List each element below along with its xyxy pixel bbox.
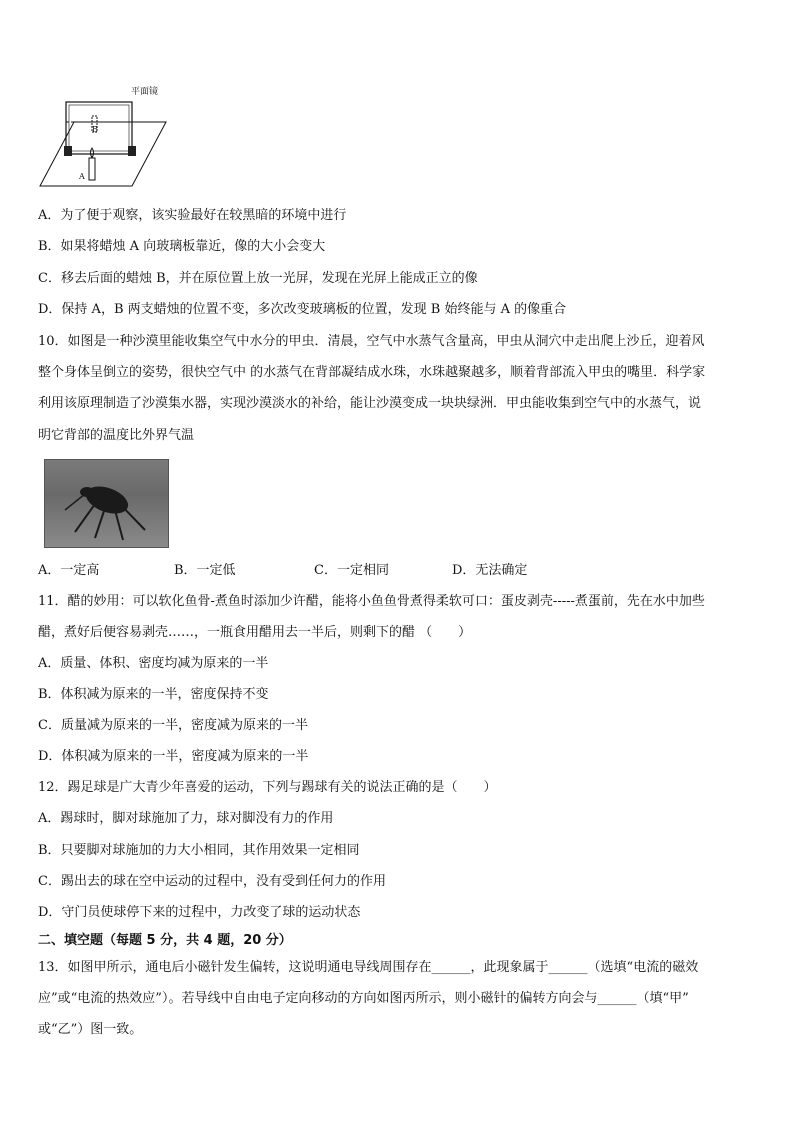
q10-stem-2: 整个身体呈倒立的姿势，很快空气中 的水蒸气在背部凝结成水珠，水珠越聚越多，顺着背部流入甲虫的嘴里．科学家	[38, 365, 706, 380]
beetle-silhouette	[45, 460, 168, 547]
label-b: B	[92, 125, 98, 134]
mirror-label: 平面镜	[131, 87, 159, 97]
q11-stem-2: 醋，煮好后便容易剥壳……，一瓶食用醋用去一半后，则剩下的醋 （ ）	[38, 625, 472, 640]
q12-option-c: C．踢出去的球在空中运动的过程中，没有受到任何力的作用	[38, 874, 386, 889]
q9-option-d: D．保持 A，B 两支蜡烛的位置不变，多次改变玻璃板的位置，发现 B 始终能与 A 的像重合	[38, 302, 567, 317]
q12-option-d: D．守门员使球停下来的过程中，力改变了球的运动状态	[38, 905, 361, 920]
q10-stem-4: 明它背部的温度比外界气温	[38, 428, 195, 443]
plane-mirror-figure	[36, 80, 176, 190]
q12-option-b: B．只要脚对球施加的力大小相同，其作用效果一定相同	[38, 843, 360, 858]
q13-stem-1: 13．如图甲所示，通电后小磁针发生偏转，这说明通电导线周围存在______，此现象属于______（选填“电流的磁效	[38, 960, 699, 975]
section-heading: 二、填空题（每题 5 分，共 4 题，20 分）	[38, 933, 292, 948]
q10-stem-3: 利用该原理制造了沙漠集水器，实现沙漠淡水的补给，能让沙漠变成一块块绿洲．甲虫能收集到空气中的水蒸气，说	[38, 396, 702, 411]
q9-option-c: C．移去后面的蜡烛 B，并在原位置上放一光屏，发现在光屏上能成正立的像	[38, 271, 478, 286]
q10-option-b: B．一定低	[174, 563, 236, 578]
beetle-photo	[44, 459, 169, 548]
q12-option-a: A．踢球时，脚对球施加了力，球对脚没有力的作用	[38, 811, 334, 826]
q10-option-c: C．一定相同	[314, 563, 389, 578]
q12-stem: 12．踢足球是广大青少年喜爱的运动，下列与踢球有关的说法正确的是（ ）	[38, 780, 497, 795]
q10-option-a: A．一定高	[38, 563, 100, 578]
q10-option-d: D．无法确定	[452, 563, 528, 578]
q9-option-a: A．为了便于观察，该实验最好在较黑暗的环境中进行	[38, 208, 347, 223]
q11-option-b: B．体积减为原来的一半，密度保持不变	[38, 687, 269, 702]
q11-stem-1: 11．醋的妙用：可以软化鱼骨-煮鱼时添加少许醋，能将小鱼鱼骨煮得柔软可口：蛋皮剥壳-----煮蛋前，先在水中加些	[38, 594, 705, 609]
q11-option-d: D．体积减为原来的一半，密度减为原来的一半	[38, 749, 309, 764]
q10-options	[38, 561, 527, 581]
q10-stem-1: 10．如图是一种沙漠里能收集空气中水分的甲虫．清晨，空气中水蒸气含量高，甲虫从洞穴中走出爬上沙丘，迎着风	[38, 334, 705, 349]
q9-option-b: B．如果将蜡烛 A 向玻璃板靠近，像的大小会变大	[38, 239, 326, 254]
q13-stem-3: 或“乙”）图一致。	[38, 1022, 143, 1037]
label-a: A	[79, 172, 85, 181]
q11-option-a: A．质量、体积、密度均减为原来的一半	[38, 656, 269, 671]
q11-option-c: C．质量减为原来的一半，密度减为原来的一半	[38, 718, 308, 733]
q13-stem-2: 应”或“电流的热效应”）。若导线中自由电子定向移动的方向如图丙所示，则小磁针的偏转方向会与______（填“甲”	[38, 991, 689, 1006]
